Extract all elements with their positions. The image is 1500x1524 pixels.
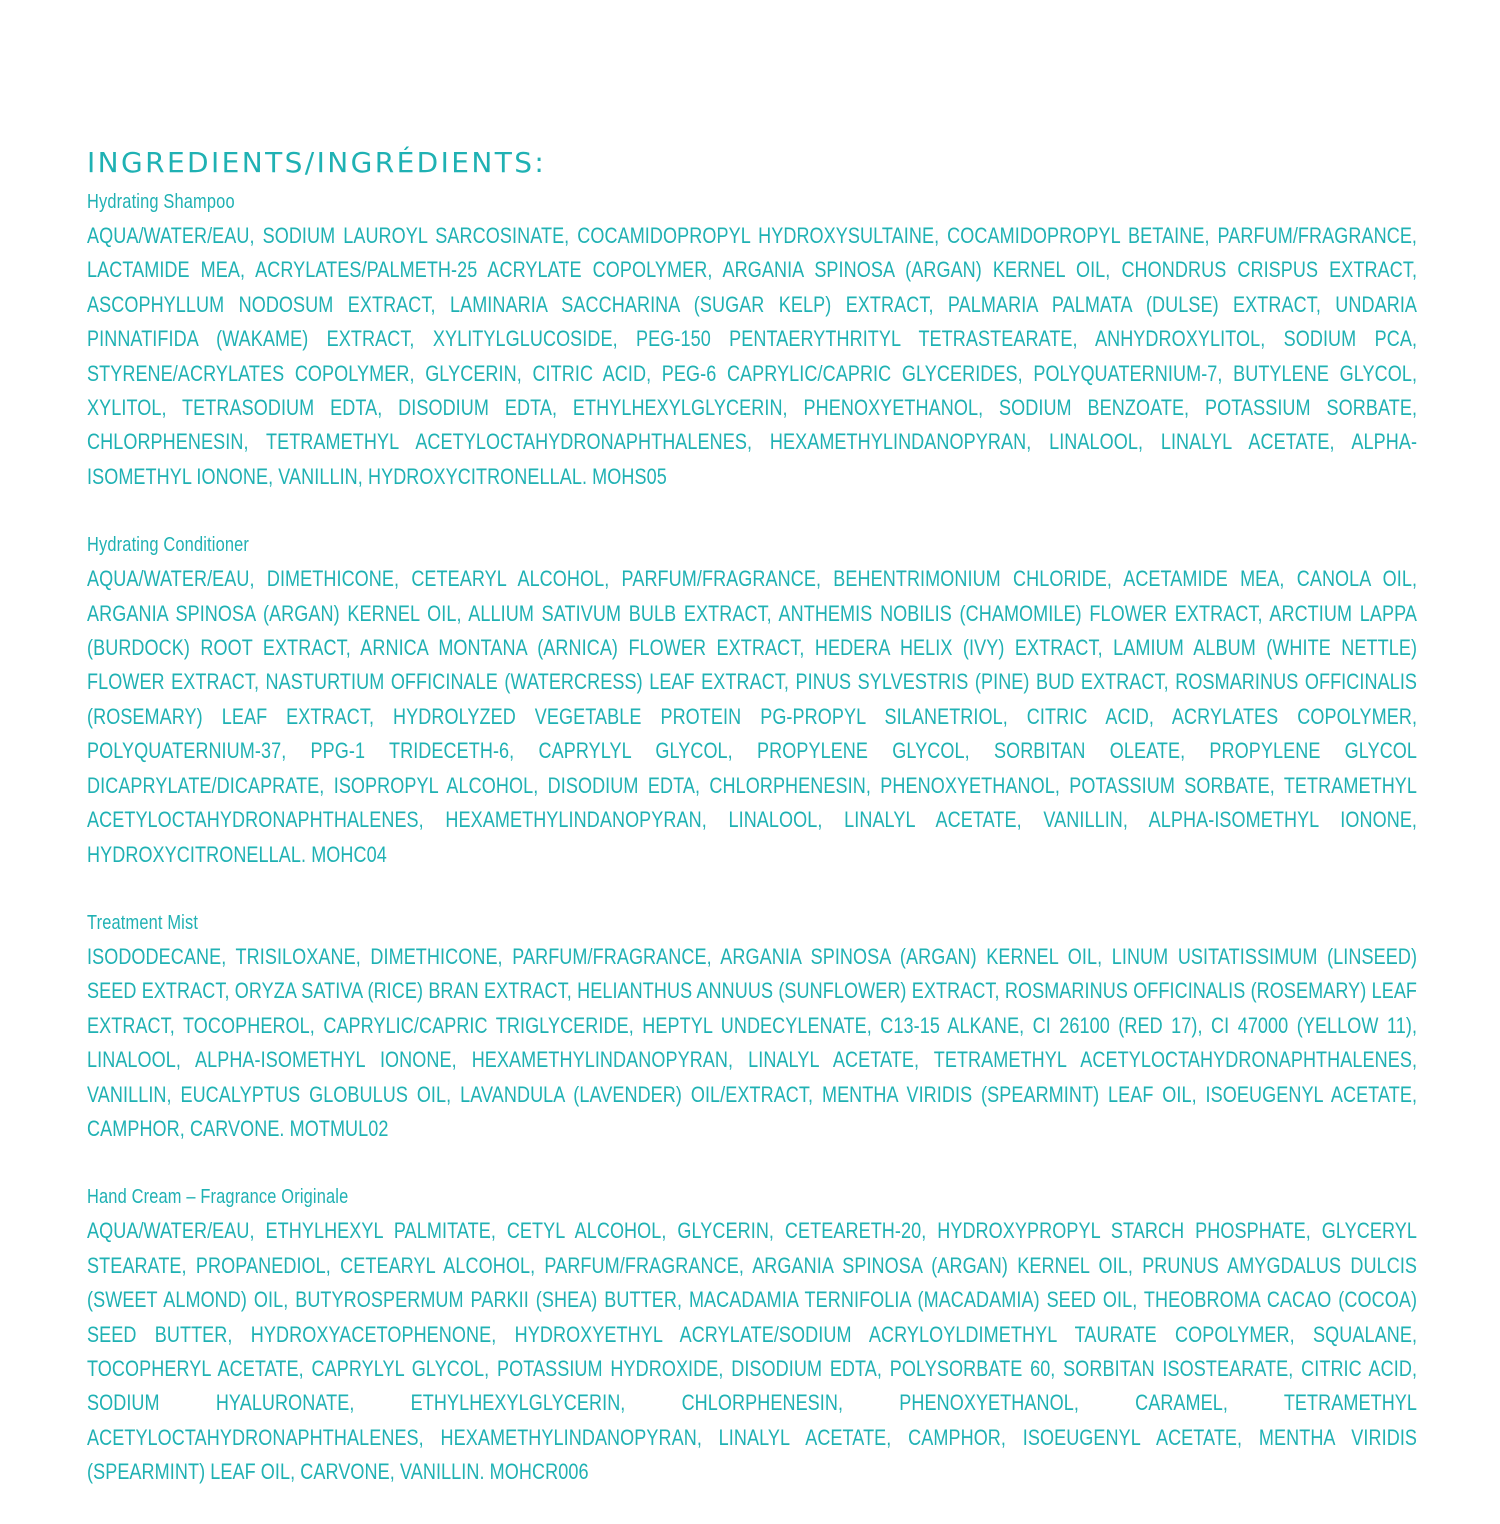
section-hydrating-shampoo	[87, 185, 1417, 494]
page-title: INGREDIENTS/INGRÉDIENTS:	[87, 146, 547, 179]
product-name: Hydrating Shampoo	[87, 191, 235, 213]
section-hand-cream	[87, 1180, 1417, 1489]
product-name: Hydrating Conditioner	[87, 534, 250, 557]
ingredients-wrap	[87, 219, 1417, 494]
ingredients-sheet	[87, 141, 1417, 1524]
ingredients-wrap	[87, 940, 1417, 1146]
ingredient-list: AQUA/WATER/EAU, SODIUM LAUROYL SARCOSINATE, COCAMIDOPROPYL HYDROXYSULTAINE, COCAMIDOPROPYL BETAINE, PARFUM/FRAGRANCE, LACTAMIDE MEA, ACRYLATES/PALMETH-25 ACRYLATE COPOLYMER, ARGANIA SPINOSA (ARGAN) KERNEL OIL, CHONDRUS CRISPUS EXTRACT, ASCOPHYLLUM NODOSUM EXTRACT, LAMINARIA SACCHARINA (SUGAR KELP) EXTRACT, PALMARIA PALMATA (DULSE) EXTRACT, UNDARIA PINNATIFIDA (WAKAME) EXTRACT, XYLITYLGLUCOSIDE, PEG-150 PENTAERYTHRITYL TETRASTEARATE, ANHYDROXYLITOL, SODIUM PCA, STYRENE/ACRYLATES COPOLYMER, GLYCERIN, CITRIC ACID, PEG-6 CAPRYLIC/CAPRIC GLYCERIDES, POLYQUATERNIUM-7, BUTYLENE GLYCOL, XYLITOL, TETRASODIUM EDTA, DISODIUM EDTA, ETHYLHEXYLGLYCERIN, PHENOXYETHANOL, SODIUM BENZOATE, POTASSIUM SORBATE, CHLORPHENESIN, TETRAMETHYL ACETYLOCTAHYDRONAPHTHALENES, HEXAMETHYLINDANOPYRAN, LINALOOL, LINALYL ACETATE, ALPHA-ISOMETHYL IONONE, VANILLIN, HYDROXYCITRONELLAL. MOHS05	[87, 223, 1418, 489]
ingredient-list: ISODODECANE, TRISILOXANE, DIMETHICONE, PARFUM/FRAGRANCE, ARGANIA SPINOSA (ARGAN) KERNEL OIL, LINUM USITATISSIMUM (LINSEED) SEED EXTRACT, ORYZA SATIVA (RICE) BRAN EXTRACT, HELIANTHUS ANNUUS (SUNFLOWER) EXTRACT, ROSMARINUS OFFICINALIS (ROSEMARY) LEAF EXTRACT, TOCOPHEROL, CAPRYLIC/CAPRIC TRIGLYCERIDE, HEPTYL UNDECYLENATE, C13-15 ALKANE, CI 26100 (RED 17), CI 47000 (YELLOW 11), LINALOOL, ALPHA-ISOMETHYL IONONE, HEXAMETHYLINDANOPYRAN, LINALYL ACETATE, TETRAMETHYL ACETYLOCTAHYDRONAPHTHALENES, VANILLIN, EUCALYPTUS GLOBULUS OIL, LAVANDULA (LAVENDER) OIL/EXTRACT, MENTHA VIRIDIS (SPEARMINT) LEAF OIL, ISOEUGENYL ACETATE, CAMPHOR, CARVONE. MOTMUL02	[87, 943, 1418, 1141]
ingredients-wrap	[87, 1214, 1417, 1489]
product-name: Treatment Mist	[87, 911, 199, 934]
ingredient-list: AQUA/WATER/EAU, ETHYLHEXYL PALMITATE, CETYL ALCOHOL, GLYCERIN, CETEARETH-20, HYDROXYPROPYL STARCH PHOSPHATE, GLYCERYL STEARATE, PROPANEDIOL, CETEARYL ALCOHOL, PARFUM/FRAGRANCE, ARGANIA SPINOSA (ARGAN) KERNEL OIL, PRUNUS AMYGDALUS DULCIS (SWEET ALMOND) OIL, BUTYROSPERMUM PARKII (SHEA) BUTTER, MACADAMIA TERNIFOLIA (MACADAMIA) SEED OIL, THEOBROMA CACAO (COCOA) SEED BUTTER, HYDROXYACETOPHENONE, HYDROXYETHYL ACRYLATE/SODIUM ACRYLOYLDIMETHYL TAURATE COPOLYMER, SQUALANE, TOCOPHERYL ACETATE, CAPRYLYL GLYCOL, POTASSIUM HYDROXIDE, DISODIUM EDTA, POLYSORBATE 60, SORBITAN ISOSTEARATE, CITRIC ACID, SODIUM HYALURONATE, ETHYLHEXYLGLYCERIN, CHLORPHENESIN, PHENOXYETHANOL, CARAMEL, TETRAMETHYL ACETYLOCTAHYDRONAPHTHALENES, HEXAMETHYLINDANOPYRAN, LINALYL ACETATE, CAMPHOR, ISOEUGENYL ACETATE, MENTHA VIRIDIS (SPEARMINT) LEAF OIL, CARVONE, VANILLIN. MOHCR006	[87, 1218, 1418, 1485]
section-hydrating-conditioner	[87, 528, 1417, 872]
ingredient-list: AQUA/WATER/EAU, DIMETHICONE, CETEARYL ALCOHOL, PARFUM/FRAGRANCE, BEHENTRIMONIUM CHLORIDE, ACETAMIDE MEA, CANOLA OIL, ARGANIA SPINOSA (ARGAN) KERNEL OIL, ALLIUM SATIVUM BULB EXTRACT, ANTHEMIS NOBILIS (CHAMOMILE) FLOWER EXTRACT, ARCTIUM LAPPA (BURDOCK) ROOT EXTRACT, ARNICA MONTANA (ARNICA) FLOWER EXTRACT, HEDERA HELIX (IVY) EXTRACT, LAMIUM ALBUM (WHITE NETTLE) FLOWER EXTRACT, NASTURTIUM OFFICINALE (WATERCRESS) LEAF EXTRACT, PINUS SYLVESTRIS (PINE) BUD EXTRACT, ROSMARINUS OFFICINALIS (ROSEMARY) LEAF EXTRACT, HYDROLYZED VEGETABLE PROTEIN PG-PROPYL SILANETRIOL, CITRIC ACID, ACRYLATES COPOLYMER, POLYQUATERNIUM-37, PPG-1 TRIDECETH-6, CAPRYLYL GLYCOL, PROPYLENE GLYCOL, SORBITAN OLEATE, PROPYLENE GLYCOL DICAPRYLATE/DICAPRATE, ISOPROPYL ALCOHOL, DISODIUM EDTA, CHLORPHENESIN, PHENOXYETHANOL, POTASSIUM SORBATE, TETRAMETHYL ACETYLOCTAHYDRONAPHTHALENES, HEXAMETHYLINDANOPYRAN, LINALOOL, LINALYL ACETATE, VANILLIN, ALPHA-ISOMETHYL IONONE, HYDROXYCITRONELLAL. MOHC04	[87, 566, 1418, 867]
product-name: Hand Cream – Fragrance Originale	[87, 1186, 349, 1209]
section-treatment-mist	[87, 906, 1417, 1146]
ingredients-wrap	[87, 562, 1417, 872]
